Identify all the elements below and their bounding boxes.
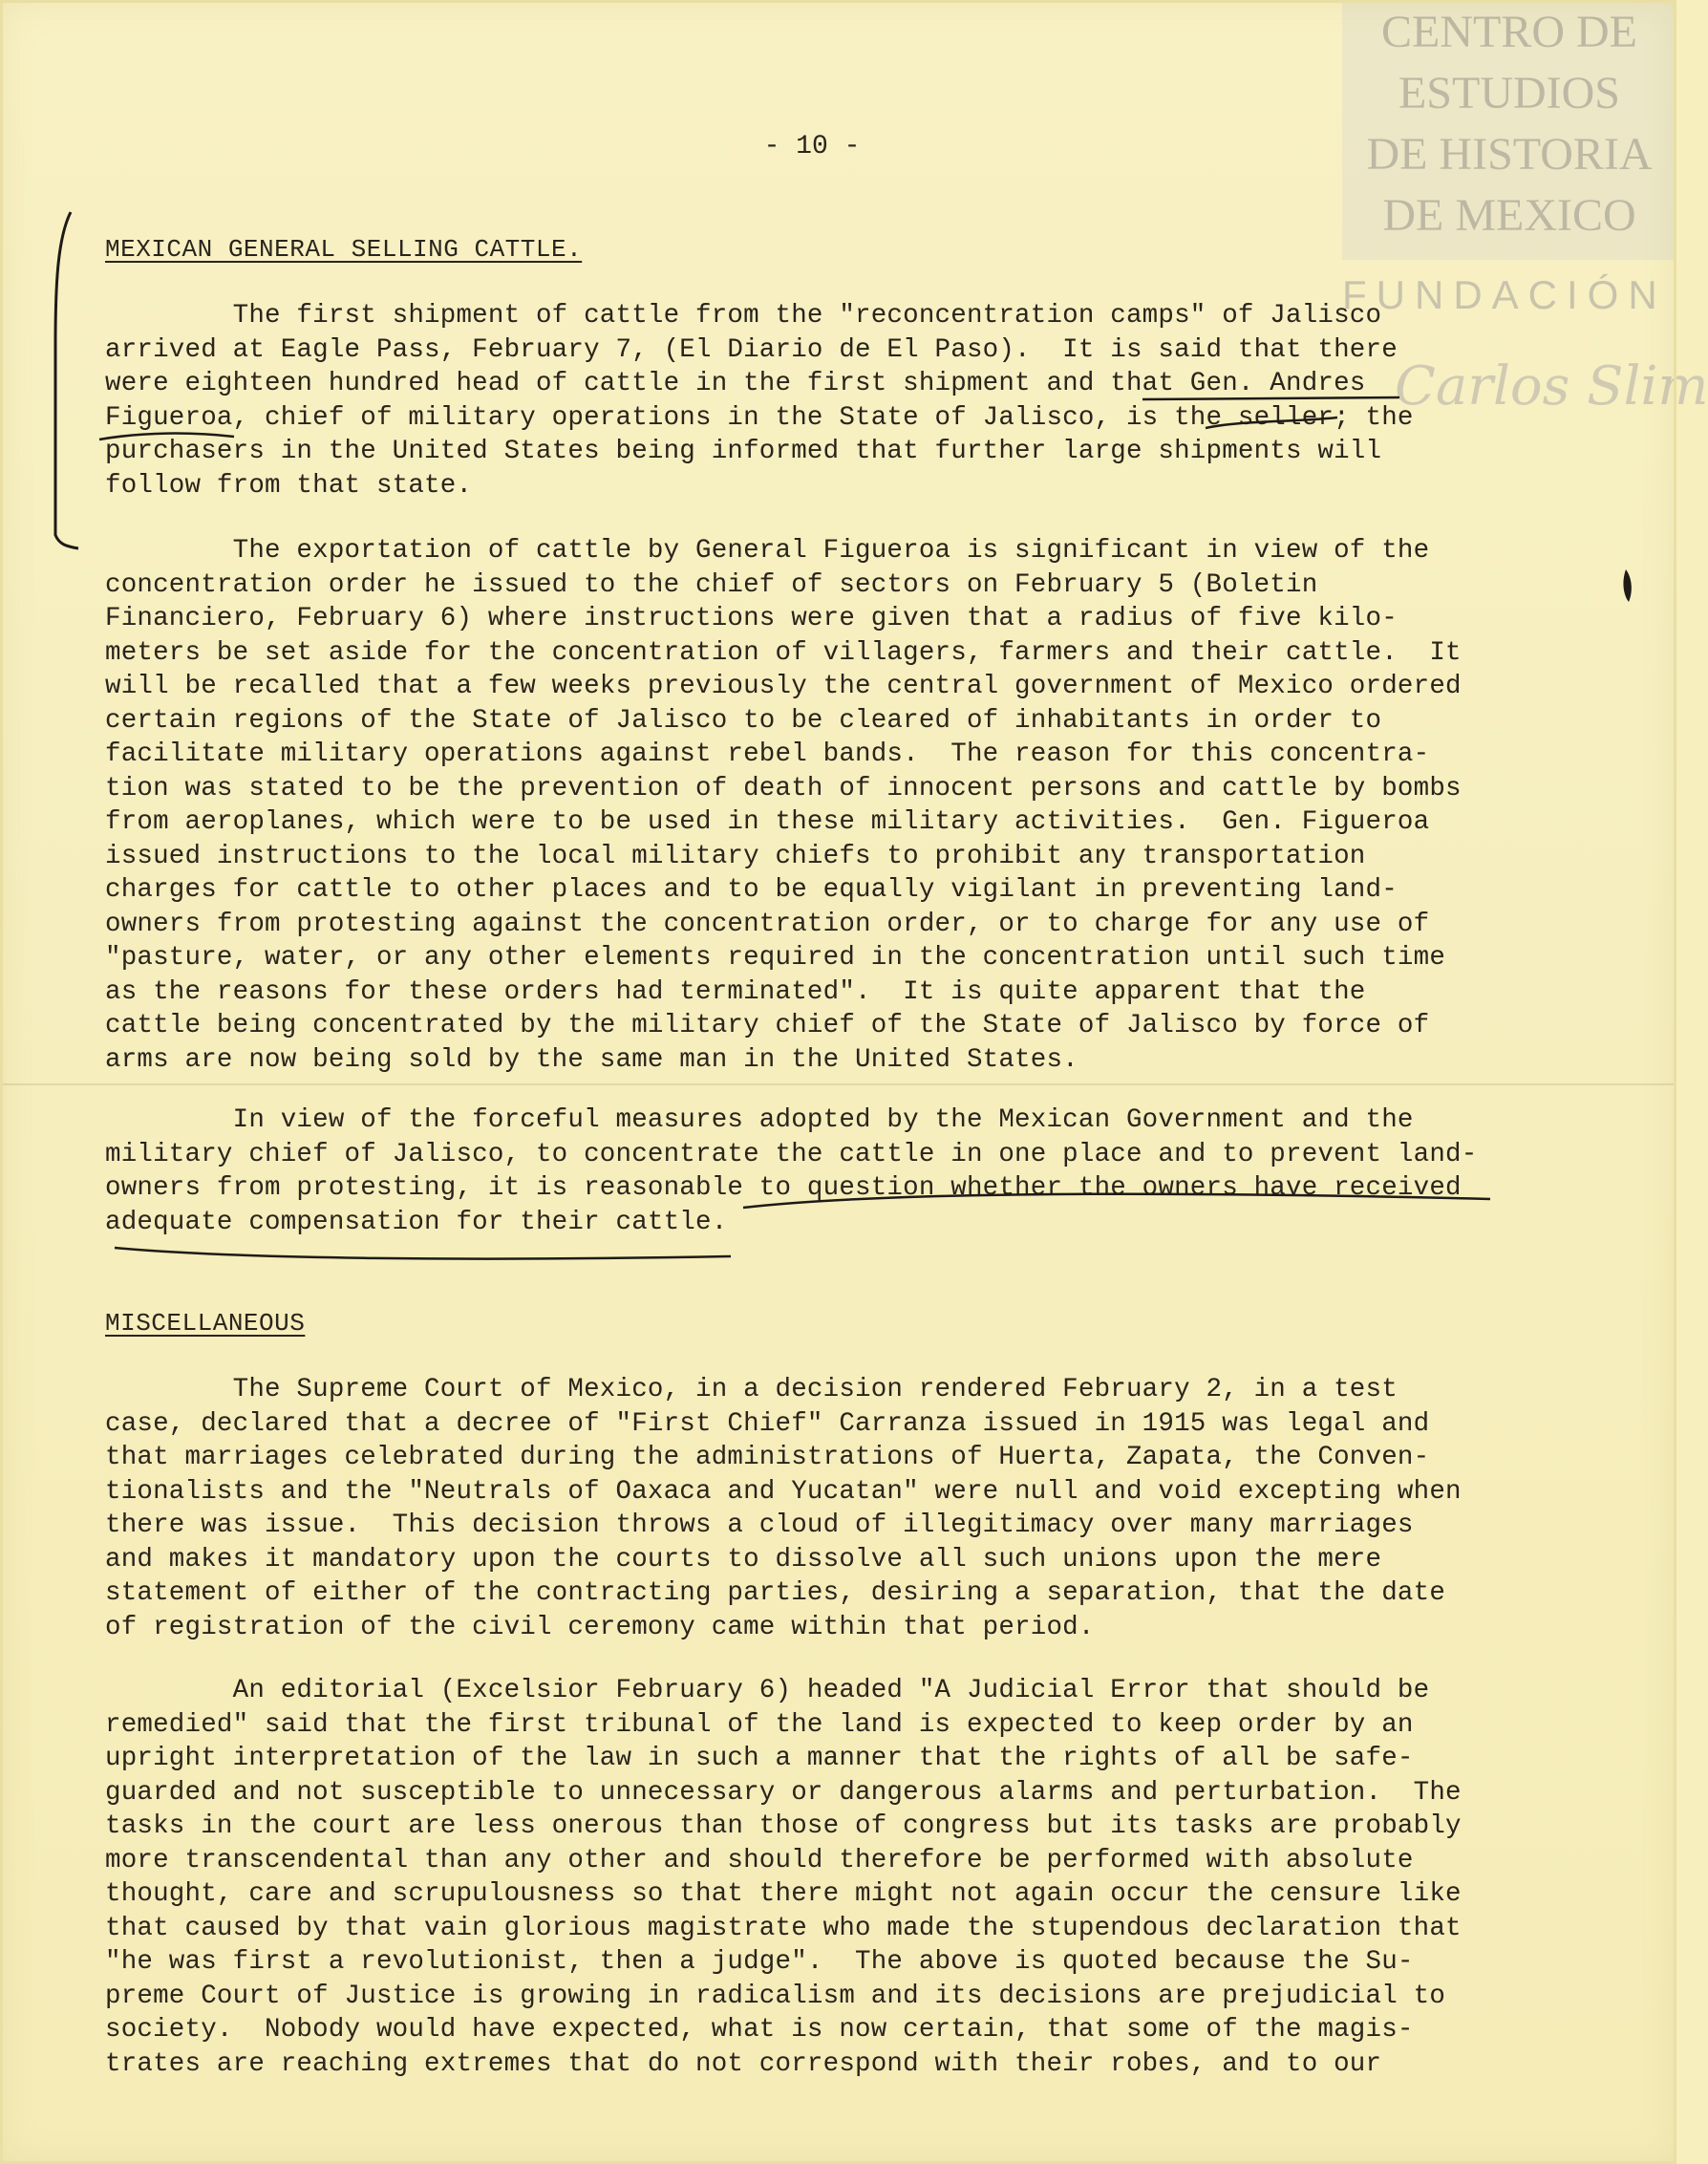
margin-bracket-mark	[55, 212, 78, 548]
paper-fold-line	[0, 1083, 1676, 1085]
section-heading-miscellaneous: MISCELLANEOUS	[105, 1309, 306, 1338]
section-heading-cattle: MEXICAN GENERAL SELLING CATTLE.	[105, 235, 583, 264]
ink-blot-mark	[1623, 569, 1631, 602]
archive-watermark	[1342, 0, 1676, 260]
paragraph-misc-1: The Supreme Court of Mexico, in a decision rendered February 2, in a test case, declared that a decree of "First Chief" Carranza issued in 1915 was legal and that marriages celebrated during the administrations of Huerta, Zapata, the Conven- tionalists and the "Neutrals of Oaxaca and Yucatan" were null and void excepting when there was issue. This decision throws a cloud of illegitimacy over many marriages and makes it mandatory upon the courts to dissolve all such unions upon the mere statement of either of the contracting parties, desiring a separation, that the date of registration of the civil ceremony came within that period.	[105, 1375, 1462, 1642]
paragraph-cattle-2: The exportation of cattle by General Figueroa is significant in view of the concentration order he issued to the chief of sectors on February 5 (Boletin Financiero, February 6) where instructions were given that a radius of five kilo- meters be set aside for the concentration of villagers, farmers and their cattle. It will be recalled that a few weeks previously the central government of Mexico ordered certain regions of the State of Jalisco to be cleared of inhabitants in order to facilitate military operations against rebel bands. The reason for this concentra- tion was stated to be the prevention of death of innocent persons and cattle by bombs from aeroplanes, which were to be used in these military activities. Gen. Figueroa issued instructions to the local military chiefs to prohibit any transportation charges for cattle to other places and to be equally vigilant in preventing land- owners from protesting against the concentration order, or to charge for any use of "pasture, water, or any other elements required in the concentration until such time as the reasons for these orders had terminated". It is quite apparent that the cattle being concentrated by the military chief of the State of Jalisco by force of arms are now being sold by the same man in the United States.	[105, 536, 1462, 1075]
watermark-line-4: DE MEXICO	[1382, 190, 1636, 241]
watermark-line-2: ESTUDIOS	[1398, 68, 1620, 118]
watermark-line-3: DE HISTORIA	[1366, 129, 1653, 180]
paragraph-cattle-1: The first shipment of cattle from the "reconcentration camps" of Jalisco arrived at Eagle Pass, February 7, (El Diario de El Paso). It is said that there were eighteen hundred head of cattle in the first shipment and that Gen. Andres Figueroa, chief of military operations in the State of Jalisco, is the seller; the purchasers in the United States being informed that further large shipments will follow from that state.	[105, 301, 1414, 501]
underline-compensation	[115, 1248, 731, 1259]
watermark-line-1: CENTRO DE	[1381, 7, 1637, 57]
watermark-signature: Carlos Slim	[1395, 355, 1708, 418]
page-number: - 10 -	[763, 132, 861, 161]
watermark-fundacion: FUNDACIÓN	[1342, 272, 1667, 317]
paragraph-cattle-3: In view of the forceful measures adopted by the Mexican Government and the military chief of Jalisco, to concentrate the cattle in one place and to prevent land- owners from protesting, it is reasonable to question whether the owners have received adequate compensation for their cattle.	[105, 1105, 1478, 1237]
paragraph-misc-2: An editorial (Excelsior February 6) headed "A Judicial Error that should be remedied" said that the first tribunal of the land is expected to keep order by an upright interpretation of the law in such a manner that the rights of all be safe- guarded and not susceptible to unnecessary or dangerous alarms and perturbation. The tasks in the court are less onerous than those of congress but its tasks are probably more transcendental than any other and should therefore be performed with absolute thought, care and scrupulousness so that there might not again occur the censure like that caused by that vain glorious magistrate who made the stupendous declaration that "he was first a revolutionist, then a judge". The above is quoted because the Su- preme Court of Justice is growing in radicalism and its decisions are prejudicial to society. Nobody would have expected, what is now certain, that some of the magis- trates are reaching extremes that do not correspond with their robes, and to our	[105, 1676, 1462, 2079]
